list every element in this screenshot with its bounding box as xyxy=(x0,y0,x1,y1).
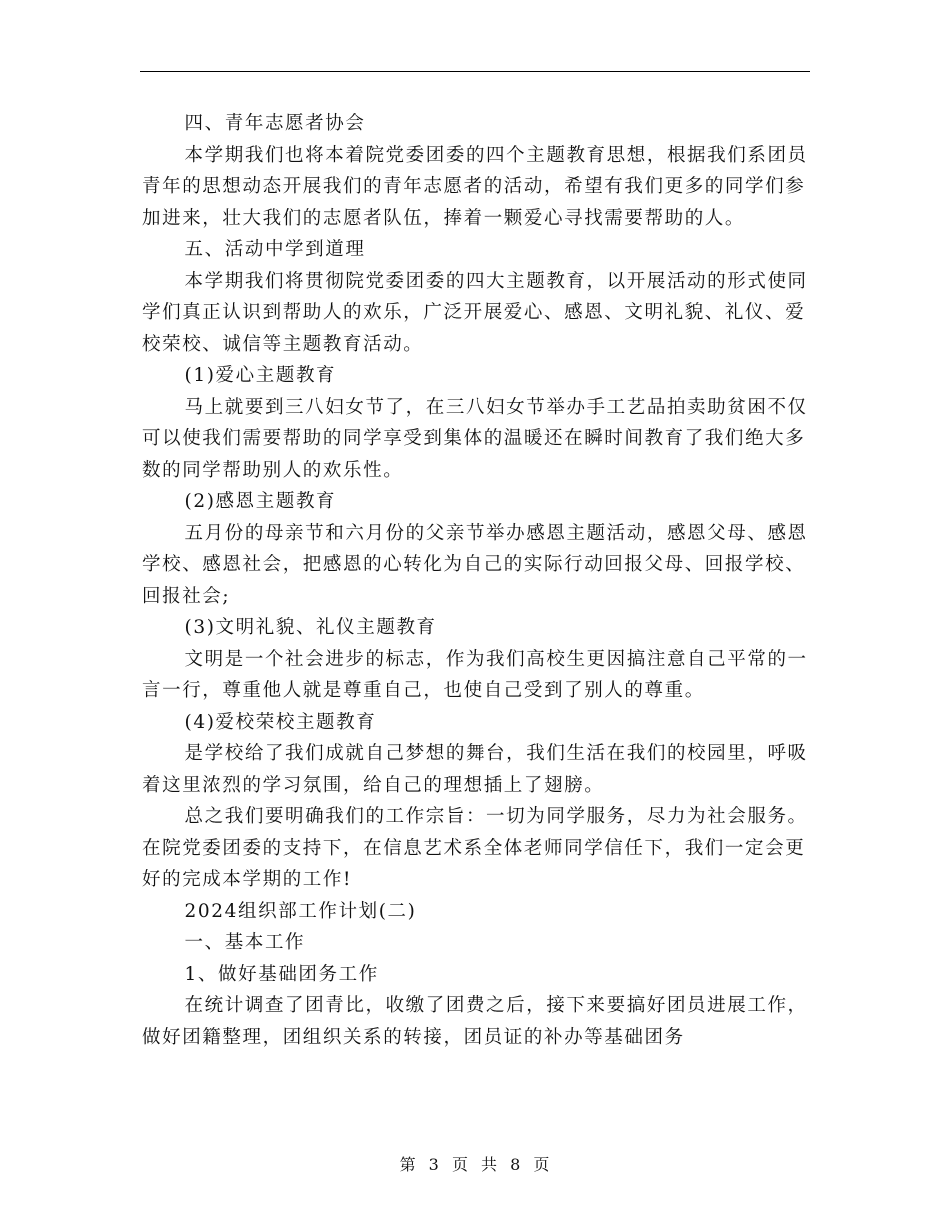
heading-work-plan-two: 2024组织部工作计划(二) xyxy=(184,900,417,922)
header-rule xyxy=(140,71,810,72)
heading-basic-work: 一、基本工作 xyxy=(184,932,306,953)
subheading-civility-theme: (3)文明礼貌、礼仪主题教育 xyxy=(184,617,437,638)
document-body xyxy=(142,108,808,1053)
subheading-love-theme: (1)爱心主题教育 xyxy=(184,365,337,386)
paragraph-volunteer-activities: 本学期我们也将本着院党委团委的四个主题教育思想，根据我们系团员青年的思想动态开展我们的青年志愿者的活动，希望有我们更多的同学们参加进来，壮大我们的志愿者队伍，捧着一颗爱心寻找需要帮助的人。 xyxy=(142,144,808,229)
paragraph-school-pride-theme: 是学校给了我们成就自己梦想的舞台，我们生活在我们的校园里，呼吸着这里浓烈的学习氛围，给自己的理想插上了翅膀。 xyxy=(142,743,808,796)
paragraph-civility-theme: 文明是一个社会进步的标志，作为我们高校生更因搞注意自己平常的一言一行，尊重他人就是尊重自己，也使自己受到了别人的尊重。 xyxy=(142,648,808,701)
paragraph-gratitude-theme: 五月份的母亲节和六月份的父亲节举办感恩主题活动，感恩父母、感恩学校、感恩社会，把感恩的心转化为自己的实际行动回报父母、回报学校、回报社会; xyxy=(142,522,808,607)
paragraph-summary: 总之我们要明确我们的工作宗旨：一切为同学服务，尽力为社会服务。在院党委团委的支持下，在信息艺术系全体老师同学信任下，我们一定会更好的完成本学期的工作! xyxy=(142,806,808,890)
page-number-footer: 第 3 页 共 8 页 xyxy=(399,1155,551,1174)
subheading-basic-league-work: 1、做好基础团务工作 xyxy=(184,963,379,985)
paragraph-theme-education: 本学期我们将贯彻院党委团委的四大主题教育，以开展活动的形式使同学们真正认识到帮助人的欢乐，广泛开展爱心、感恩、文明礼貌、礼仪、爱校荣校、诚信等主题教育活动。 xyxy=(142,270,808,355)
heading-youth-volunteer-association: 四、青年志愿者协会 xyxy=(184,113,366,134)
subheading-school-pride-theme: (4)爱校荣校主题教育 xyxy=(184,711,377,733)
heading-learning-from-activities: 五、活动中学到道理 xyxy=(184,239,366,260)
paragraph-basic-league-work: 在统计调查了团青比，收缴了团费之后，接下来要搞好团员进展工作，做好团籍整理，团组织关系的转接，团员证的补办等基础团务 xyxy=(142,995,808,1048)
subheading-gratitude-theme: (2)感恩主题教育 xyxy=(184,491,337,512)
paragraph-love-theme: 马上就要到三八妇女节了，在三八妇女节举办手工艺品拍卖助贫困不仅可以使我们需要帮助的同学享受到集体的温暖还在瞬时间教育了我们绝大多数的同学帮助别人的欢乐性。 xyxy=(142,396,808,481)
